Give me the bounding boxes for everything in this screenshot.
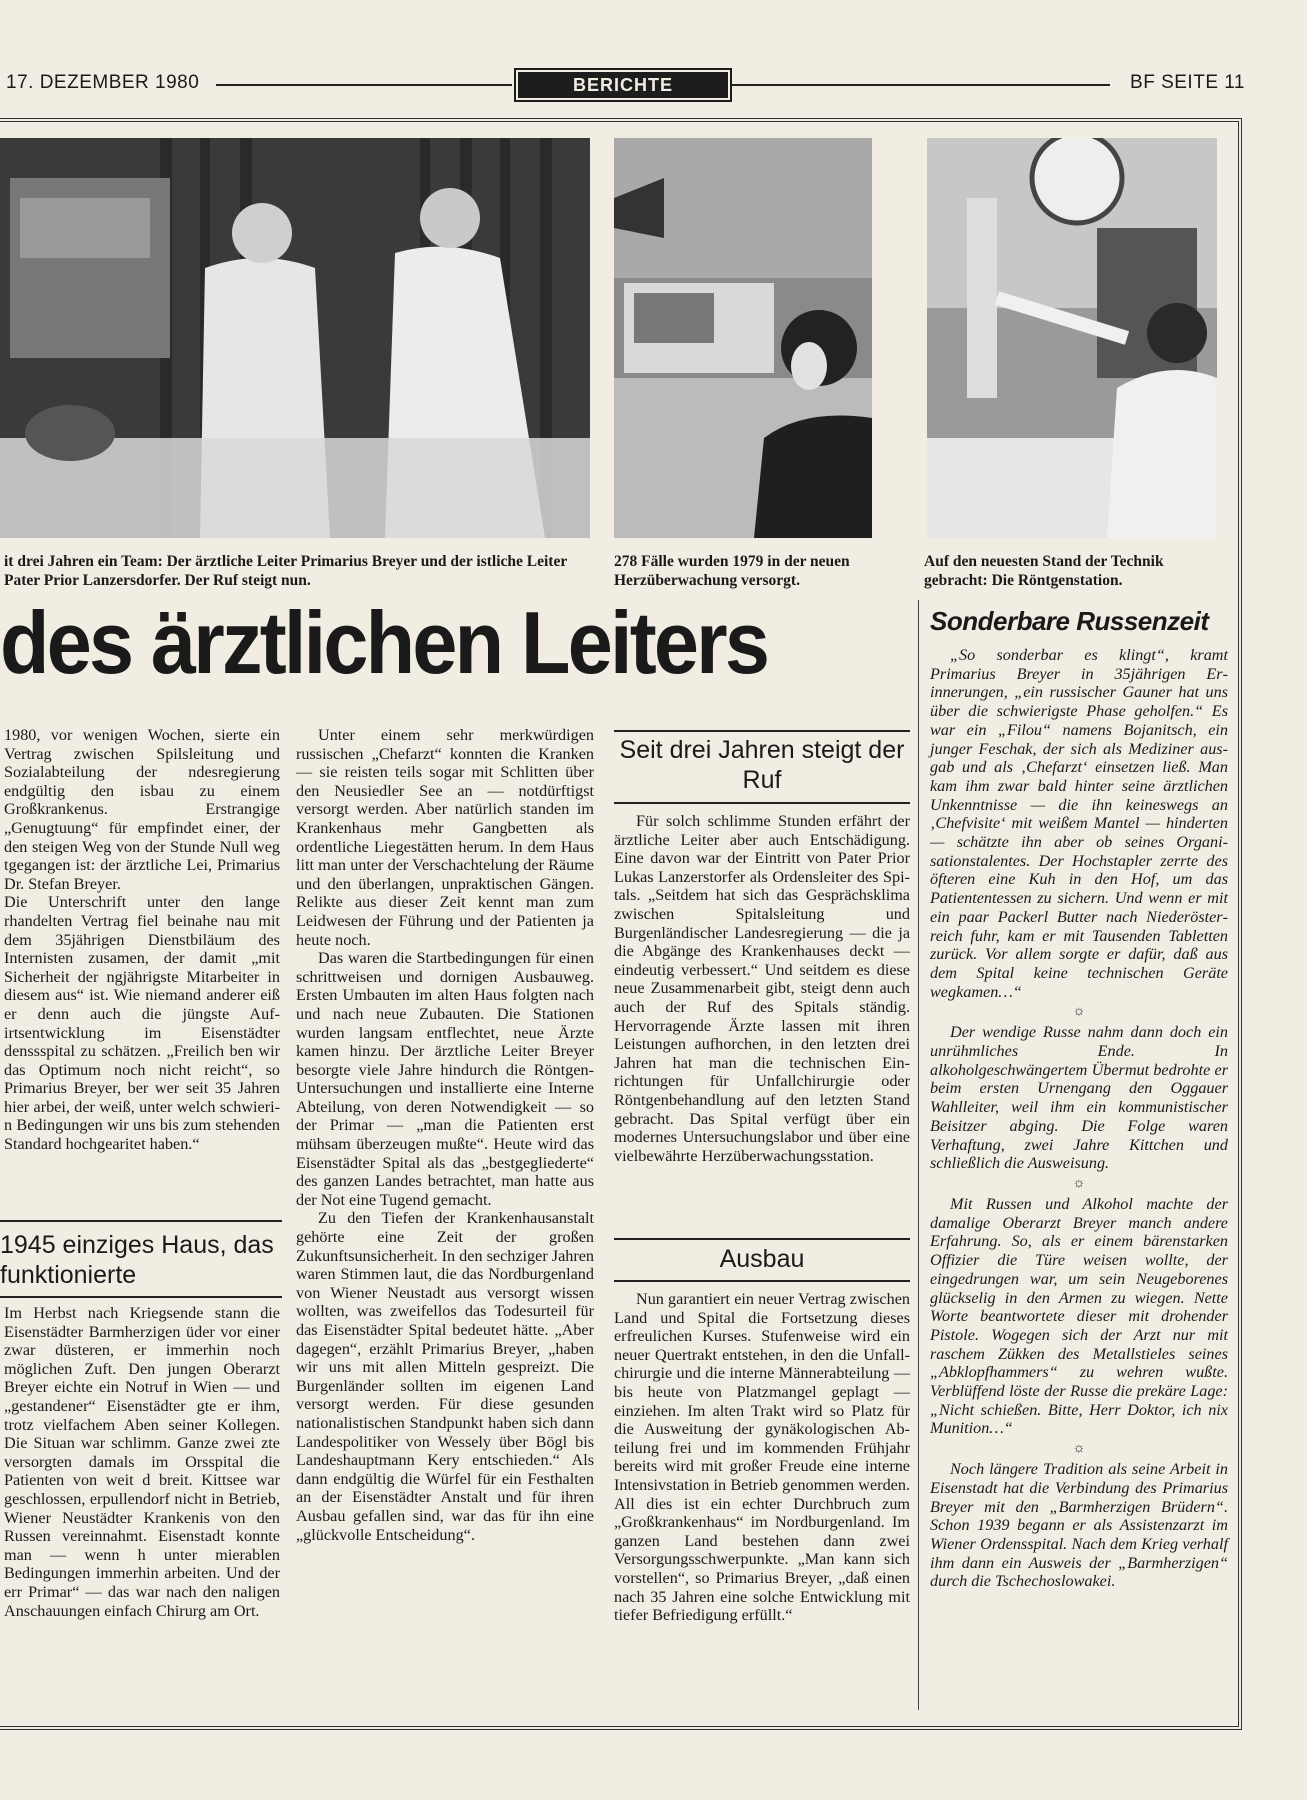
col1-paragraph-1: 1980, vor wenigen Wochen, sierte ein Vertrag zwischen Spilsleitung und Sozialabteilung der ndesregierung endgültig den isbau zu einem Großkrankenus. Erstrangige „Genugtuung“ für empfindet einer, der den steigen Weg von der Stunde Null weg tgegangen ist: der ärztliche Lei, Primarius Dr. Stefan Breyer.	[4, 726, 280, 893]
col1-paragraph-2: Die Unterschrift unter den lange rhandelten Vertrag fiel beinahe nau mit dem 35jährigen Dienstbiläum des Internisten zusamen, der damit „mit Sicherheit der ngjährigste Mitarbeiter in diesem aus“ ist. Wie niemand anderer eiß er denn auch die jüngste Aufirtsentwicklung im Eisenstädter denssspital zu schätzen. „Freilich ben wir das Optimum noch nicht reicht“, so Primarius Breyer, ber wer seit 35 Jahren hier arbei, der weiß, unter welch schwierin Bedingungen wir uns bis zum stehenden Standard hochgearitet haben.“	[4, 893, 280, 1154]
sidebar-title: Sonderbare Russenzeit	[930, 606, 1209, 636]
col3-paragraph-1: Für solch schlimme Stunden erfährt der ärztliche Leiter aber auch Entschädigung. Eine davon war der Eintritt von Pater Prior Lukas Lanzerstorfer als Ordensleiter des Spitals. „Seitdem hat sich das Gesprächsklima zwischen Spitalsleitung und Burgenländischer Landesregierung — die ja die Abgänge des Krankenhauses deckt — eindeutig verbessert.“ Und seitdem es diese neue Zusammenarbeit gibt, steigt denn auch auch der Ruf des Spitals ständig. Hervorragende Ärzte lassen mit ihren Leistungen aufhorchen, in den letzten drei Jahren hat man die technischen Einrichtungen für Unfallchirurgie oder Röntgenbehandlung auf den letzten Stand gebracht. Das Spital verfügt über ein modernes Untersuchungslabor und über eine vielbewährte Herzüberwachungsstation.	[614, 812, 910, 1165]
photo-heart-monitoring	[614, 138, 872, 538]
header-rule-left	[216, 84, 512, 86]
sidebar-paragraph-2: Der wendige Russe nahm dann doch ein unrühmliches Ende. In alkoholgeschwängertem Übermut bedrohte er beim ersten Urnengang den Oggauer Wahlleiter, weil ihm ein kommunistischer Beisitzer abging. Die Folge waren Verhaftung, zwei Jahre Kittchen und schließlich die Ausweisung.	[930, 1023, 1228, 1173]
header-rule-right	[730, 84, 1110, 86]
sidebar-paragraph-1: „So sonderbar es klingt“, kramt Primarius Breyer in 35jährigen Erinnerungen, „ein russischer Gauner hat uns über die schwierigste Phase geholfen.“ Es war ein „Filou“ namens Bojanitsch, ein junger Feschak, der sich als Mediziner ausgab und als ‚Chefarzt‘ einsetzen ließ. Man kam ihm zwar bald hinter seine ärztlichen Unkenntnisse — die ihn keineswegs an ‚Chefvisite‘ mit weißem Mantel — hinderten — schätzte ihn aber ob seines Organisationstalentes. Der Hochstapler zerrte des öfteren eine Kuh in den Hof, um das Patiententessen zu sichern. Und wenn er mit ein paar Packerl Butter nach Niederösterreich fuhr, kam er mit Tausenden Tabletten zurück. Vor allem sorgte er dafür, daß aus dem Spital keine technischen Geräte wegkamen…“	[930, 646, 1228, 1001]
sidebar-divider	[918, 600, 919, 1710]
sidebar-paragraph-4: Noch längere Tradition als seine Arbeit in Eisenstadt hat die Verbindung des Primarius Breyer mit den „Barmherzigen Brüdern“. Schon 1939 begann er als Assistenzarzt im Wiener Ordensspital. Nach dem Krieg verhalf ihm dann ein Ausweis der „Barmherzigen“ durch die Tschechoslowakei.	[930, 1460, 1228, 1591]
sidebar-paragraph-3: Mit Russen und Alkohol machte der damalige Oberarzt Breyer manch andere Erfahrung. So, als er einem bärenstarken Offizier die Türe weisen wollte, der eingedrungen war, um sein Neugeborenes glückselig in den Armen zu wiegen. Nette Worte beantwortete dieser mit drohender Pistole. Wogegen sich der Arzt nur mit raschem Zükken des Metallstieles seines „Abklopfhammers“ zu wehren wußte. Verblüffend löste der Russe die prekäre Lage: „Nicht schießen. Bitte, Herr Doktor, ich nix Munition…“	[930, 1194, 1228, 1438]
photo-doctors	[0, 138, 590, 538]
col1-rule	[0, 1220, 282, 1222]
column-2	[296, 726, 594, 1544]
column-1	[4, 726, 280, 1154]
sidebar-column	[930, 646, 1228, 1591]
issue-date: 17. DEZEMBER 1980	[6, 72, 200, 93]
col2-paragraph-2: Das waren die Startbedingungen für einen schrittweisen und dornigen Ausbauweg. Ersten Umbauten im alten Haus folgten nach und nach neue Zubauten. Die Stationen wurden langsam entflechtet, neue Ärzte kamen hinzu. Der ärztliche Leiter Breyer besorgte viele Jahre hindurch die Röntgen-Untersuchungen und installierte eine Interne Abteilung, von deren Notwendigkeit — so der Primar — „man die Patienten erst mühsam überzeugen mußte“. Heute wird das Eisenstädter Spital als das „bestgegliederte“ des ganzen Landes betrachtet, man hatte aus der Not eine Tugend gemacht.	[296, 949, 594, 1209]
column-1-continued	[4, 1304, 280, 1620]
column-3	[614, 812, 910, 1165]
col2-paragraph-3: Zu den Tiefen der Krankenhausanstalt gehörte eine Zeit der großen Zukunftsunsicherheit. In den sechziger Jahren waren Stimmen laut, die das Nordburgenland von Wiener Neustadt aus versorgt wissen wollten, was zweifellos das Todesurteil für das Eisenstädter Spital bedeutet hätte. „Aber dagegen“, erzählt Primarius Breyer, „haben wir uns mit allen Mitteln gespreizt. Die Burgenländer sollten im eigenen Land versorgt werden. Für diese gesunden nationalistischen Standpunkt haben sich dann Landespolitiker von Wessely über Bögl bis Landeshauptmann Kery entschieden.“ Als dann endgültig die Würfel für ein Festhalten an der Eisenstädter Anstalt und für ihren Ausbau gefallen sind, war das für ihn eine „glückvolle Entscheidung“.	[296, 1209, 595, 1544]
col3-rule-ausbau-bottom	[614, 1280, 910, 1282]
page-number: BF SEITE 11	[1130, 72, 1245, 93]
col3-rule-ausbau-top	[614, 1238, 910, 1240]
col1-paragraph-3: Im Herbst nach Kriegsende stann die Eisenstädter Barmherzigen üder vor einer zwar düsteren, er immerhin noch möglichen Zuft. Den jungen Oberarzt Breyer eichte ein Notruf in Wien — und „gestandener“ Eisenstädter gte er ihm, trotz vielfachem Aben seiner Kollegen. Die Situan war schlimm. Ganze zwei zte versorgten damals im Orsspital die Patienten von weit d breit. Kittsee war geschlossen, erpullendorf nicht in Betrieb, Wiener Neustädter Krankenis von den Russen vereinnahmt. Eisenstadt konnte man — wenn h unter mierablen Bedingungen immerhin arbeiten. Und der err Primar“ — das war nach den naligen Anschauungen einfach Chirurg am Ort.	[4, 1304, 280, 1620]
col3-subhead-1: Seit drei Jahren steigt der Ruf	[619, 736, 905, 794]
sidebar-star-separator: ☼	[1072, 1441, 1086, 1457]
article-headline: des ärztlichen Leiters	[0, 593, 768, 692]
sidebar-star-separator: ☼	[1072, 1004, 1086, 1020]
col3-rule-top	[614, 730, 910, 732]
photo-caption-3: Auf den neuesten Stand der Technik gebracht: Die Röntgenstation.	[924, 553, 1164, 589]
photo-caption-2: 278 Fälle wurden 1979 in der neuen Herzüberwachung versorgt.	[614, 553, 850, 589]
col2-paragraph-1: Unter einem sehr merkwürdigen russischen „Chefarzt“ konnten die Kranken — sie reisten teils sogar mit Schlitten über den Neusiedler See an — notdürftigst versorgt werden. Aber natürlich standen im Krankenhaus mehr Gangbetten als ordentliche Liegestätten herum. In dem Haus litt man unter der Verschachtelung der Räume und den überlangen, unpraktischen Gängen. Relikte aus dieser Zeit kennt man zum Leidwesen der Führung und der Patienten ja heute noch.	[296, 726, 594, 949]
photo-caption-1: it drei Jahren ein Team: Der ärztliche Leiter Primarius Breyer und der istliche Leiter Pater Prior Lanzersdorfer. Der Ruf steigt nun.	[4, 553, 567, 589]
photo-xray-station	[927, 138, 1217, 538]
col1-subhead: 1945 einziges Haus, das funktionierte	[0, 1231, 274, 1289]
col1-rule-below	[0, 1296, 282, 1298]
section-label: BERICHTE	[514, 68, 732, 102]
col3-paragraph-2: Nun garantiert ein neuer Vertrag zwischen Land und Spital die Fortsetzung dieses erfreulichen Kurses. Stufenweise wird ein neuer Quertrakt entstehen, in den die Unfallchirurgie und die interne Männerabteilung — bis heute von Platzmangel geplagt — einziehen. Im alten Trakt wird so Platz für die Ausweitung der gynäkologischen Abteilung frei und im kommenden Frühjahr bereits wird mit großer Freude eine interne Intensivstation in Betrieb genommen werden. All dies ist ein echter Durchbruch zum „Großkrankenhaus“ im Nordburgenland. Im ganzen Land bestehen dann zwei Versorgungsschwerpunkte. „Man kann sich vorstellen“, so Primarius Breyer, „daß einen nach 35 Jahren eine solche Entwicklung mit tiefer Befriedigung erfüllt.“	[614, 1290, 910, 1625]
col3-subhead-2: Ausbau	[719, 1245, 805, 1273]
col3-rule-mid	[614, 802, 910, 804]
sidebar-star-separator: ☼	[1072, 1175, 1086, 1191]
column-3-continued	[614, 1290, 910, 1625]
